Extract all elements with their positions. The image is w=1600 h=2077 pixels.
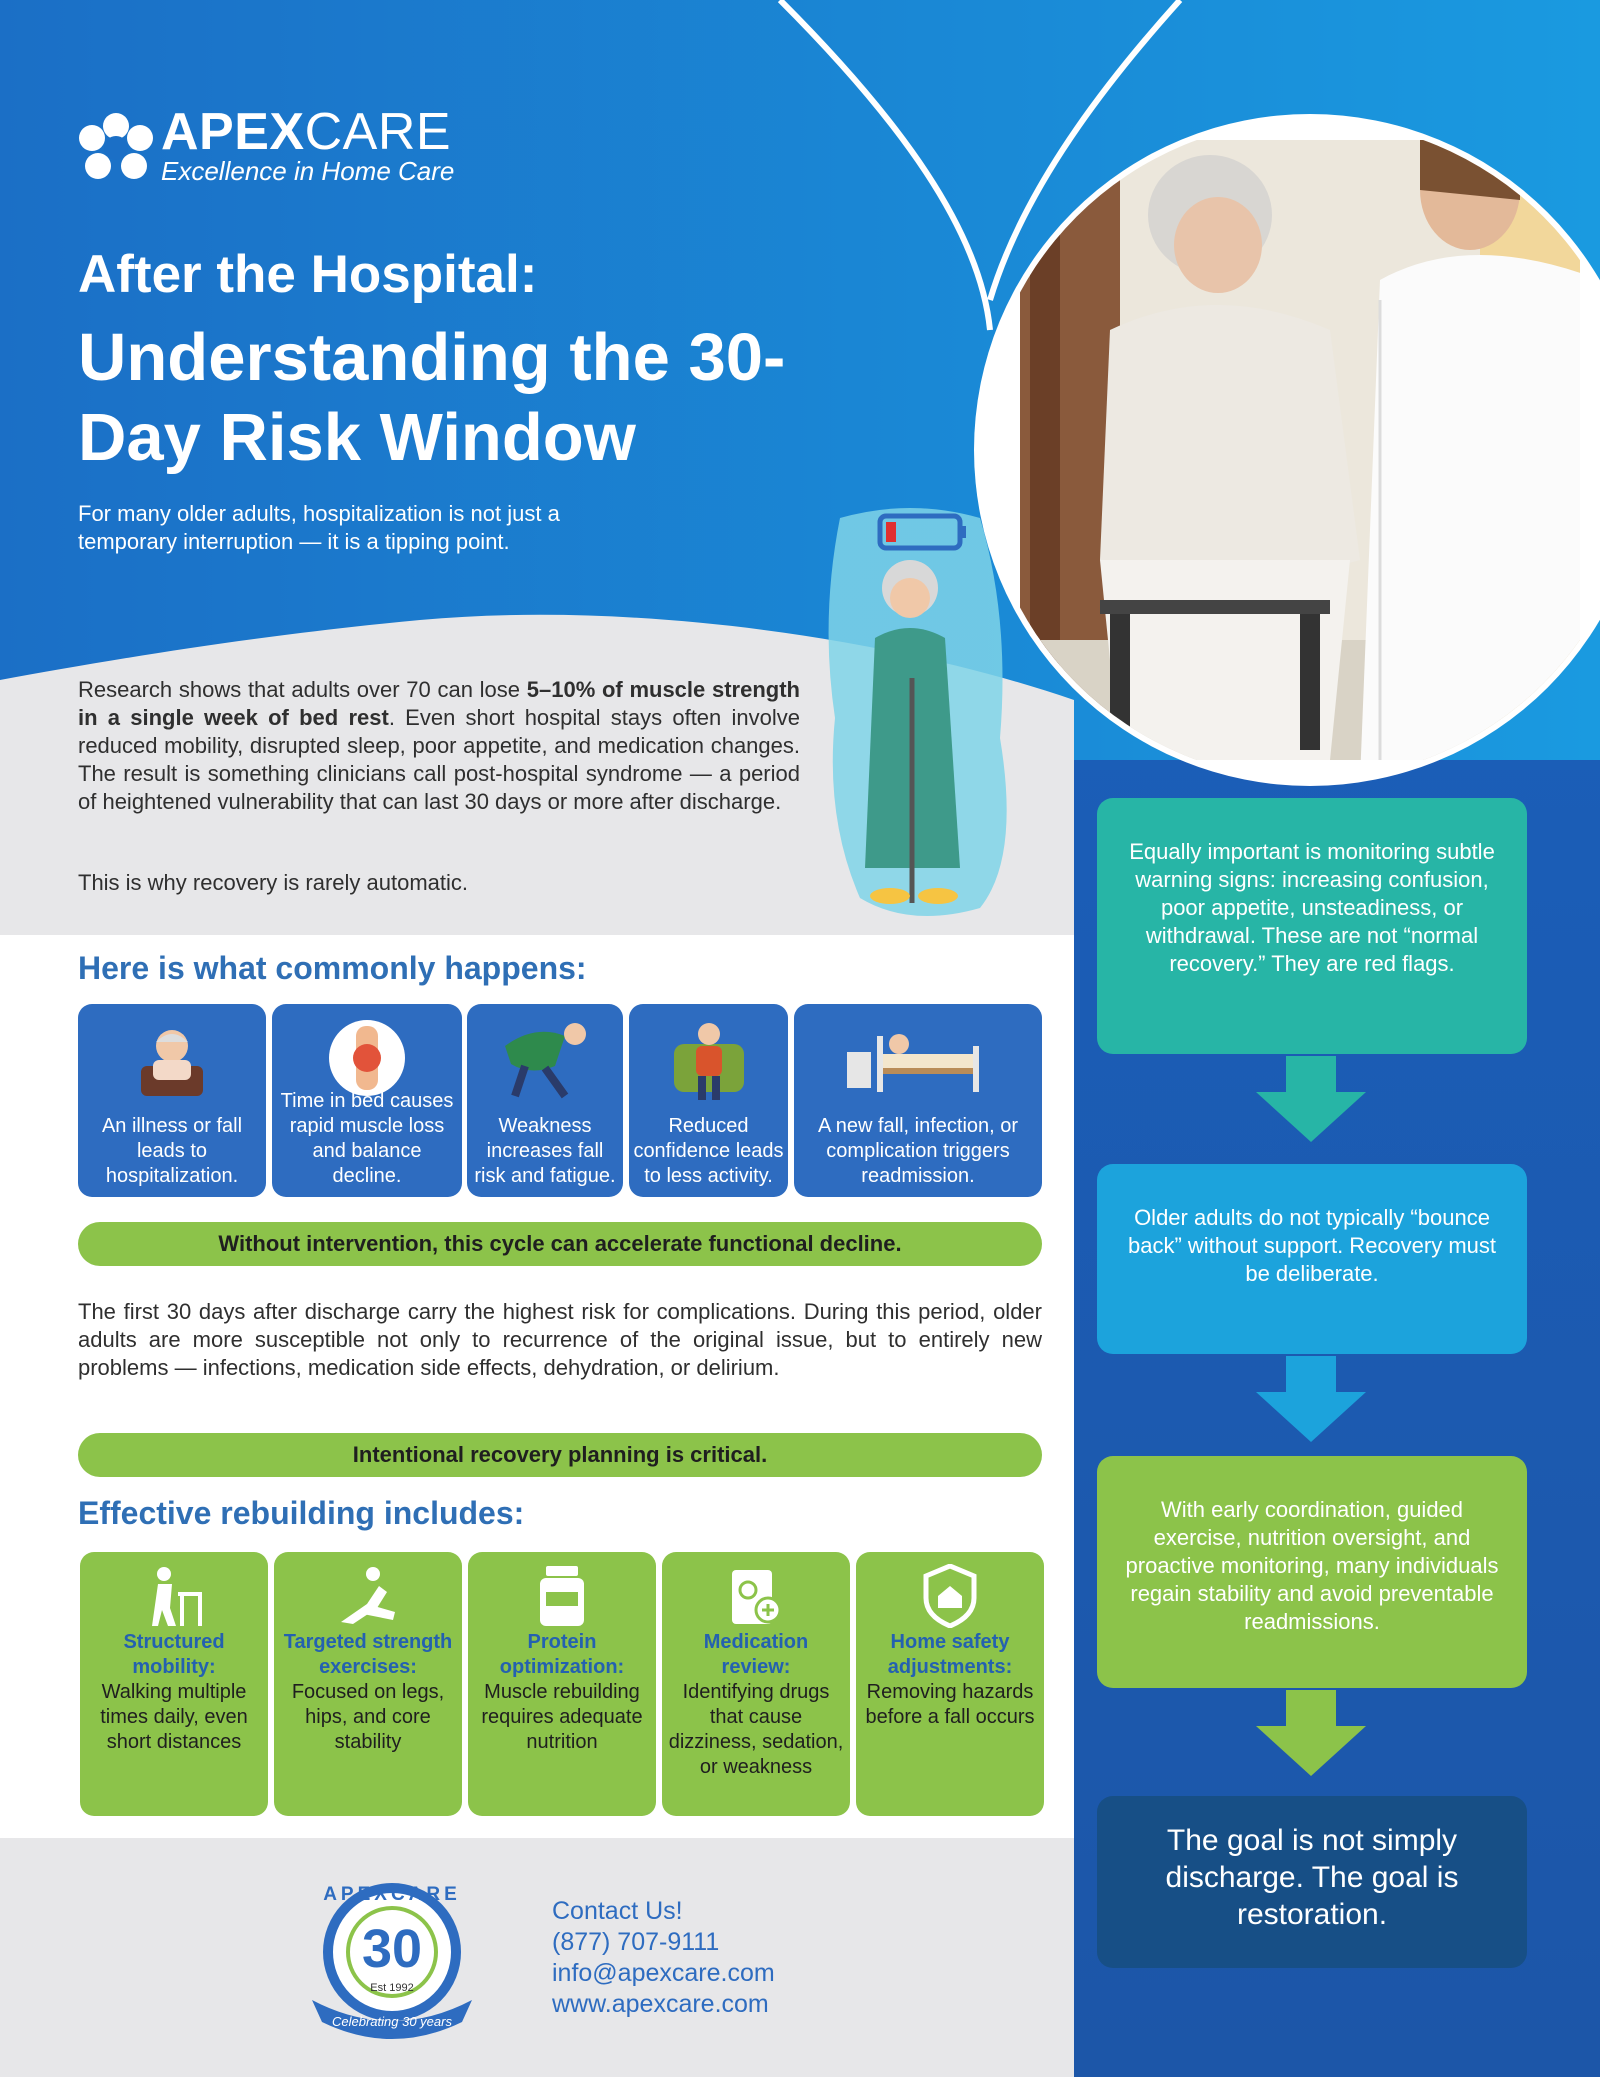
rebuild-card-5 [856, 1552, 1044, 1816]
sick-person-icon [127, 1016, 217, 1106]
brand-logo [76, 103, 476, 186]
arrow-down-icon [1256, 1056, 1366, 1142]
falling-person-icon [495, 1016, 595, 1106]
exercise-icon [333, 1564, 403, 1628]
rebuild-card-title: Structured mobility: [123, 1631, 225, 1678]
rebuild-card-4 [662, 1552, 850, 1816]
happens-card-3: Weakness increases fall risk and fatigue. [467, 1004, 623, 1197]
sidebar-box-warning-signs: Equally important is monitoring subtle warning signs: increasing confusion, poor appetite, unsteadiness, or withdrawal. These are not “normal recovery.” They are red flags. [1097, 798, 1527, 1054]
rebuild-card-text: Identifying drugs that cause dizziness, sedation, or weakness [668, 1681, 844, 1778]
sidebar-box-goal: The goal is not simply discharge. The goal is restoration. [1097, 1796, 1527, 1968]
page-subtitle: For many older adults, hospitalization is not just a temporary interruption — it is a tipping point. [78, 501, 560, 554]
contact-block [552, 1896, 775, 2020]
badge-ribbon: Celebrating 30 years [332, 2014, 452, 2029]
elderly-woman-illustration [820, 498, 1020, 918]
intro-closing: This is why recovery is rarely automatic. [78, 870, 468, 895]
rebuild-card-3 [468, 1552, 656, 1816]
happens-heading: Here is what commonly happens: [78, 950, 587, 986]
hospital-bed-icon [843, 1016, 993, 1096]
walker-icon [142, 1564, 206, 1628]
badge-est: Est 1992 [370, 1982, 414, 1994]
rebuild-card-title: Home safety adjustments: [887, 1631, 1013, 1678]
happens-card-5: A new fall, infection, or complication triggers readmission. [794, 1004, 1042, 1197]
happens-card-1: An illness or fall leads to hospitalization. [78, 1004, 266, 1197]
brand-tagline: Excellence in Home Care [161, 156, 455, 186]
risk-paragraph: The first 30 days after discharge carry the highest risk for complications. During this period, older adults are more susceptible not only to recurrence of the original issue, but to entirely new problems — infections, medication side effects, dehydration, or delirium. [78, 1299, 1042, 1380]
rebuild-card-title: Targeted strength exercises: [283, 1631, 453, 1678]
intro-paragraph: Research shows that adults over 70 can lose 5–10% of muscle strength in a single week of bed rest. Even short hospital stays often involve reduced mobility, disrupted sleep, poor appetite, and medication changes. The result is something clinicians call post-hospital syndrome — a period of heightened vulnerability that can last 30 days or more after discharge. [78, 677, 800, 814]
badge-number: 30 [361, 1919, 423, 1979]
rebuild-card-text: Muscle rebuilding requires adequate nutrition [481, 1681, 643, 1753]
contact-phone[interactable]: (877) 707-9111 [552, 1928, 720, 1956]
page-title-line1: After the Hospital: [78, 245, 538, 304]
flower-logo-icon [76, 112, 156, 184]
rebuild-card-text: Walking multiple times daily, even short distances [100, 1681, 248, 1753]
rebuild-card-text: Focused on legs, hips, and core stability [291, 1681, 445, 1753]
home-shield-icon [922, 1564, 978, 1628]
rebuild-card-text: Removing hazards before a fall occurs [865, 1681, 1035, 1728]
sidebar-box-bounce-back: Older adults do not typically “bounce back” without support. Recovery must be deliberate. [1097, 1164, 1527, 1354]
supplement-jar-icon [534, 1564, 590, 1628]
happens-card-4: Reduced confidence leads to less activity. [629, 1004, 788, 1197]
brand-name: APEXCARE [161, 103, 452, 161]
contact-website[interactable]: www.apexcare.com [552, 1990, 769, 2018]
rebuild-card-1 [80, 1552, 268, 1816]
rebuilding-heading: Effective rebuilding includes: [78, 1495, 525, 1531]
rebuild-card-title: Protein optimization: [499, 1631, 625, 1678]
rebuild-card-2 [274, 1552, 462, 1816]
contact-email[interactable]: info@apexcare.com [552, 1959, 775, 1987]
arrow-down-icon [1256, 1356, 1366, 1442]
caregiver-photo [1020, 140, 1580, 760]
sidebar-box-coordination: With early coordination, guided exercise, nutrition oversight, and proactive monitoring, many individuals regain stability and avoid preventable readmissions. [1097, 1456, 1527, 1688]
cycle-callout: Without intervention, this cycle can accelerate functional decline. [78, 1222, 1042, 1266]
badge-arc-text: APEXCARE [323, 1884, 461, 1905]
page-title-line2: Understanding the 30-Day Risk Window [78, 320, 786, 475]
arrow-down-icon [1256, 1690, 1366, 1776]
prescription-icon [726, 1564, 786, 1628]
contact-heading: Contact Us! [552, 1897, 683, 1925]
person-in-chair-icon [664, 1016, 754, 1106]
anniversary-badge [302, 1882, 482, 2042]
planning-callout: Intentional recovery planning is critical. [78, 1433, 1042, 1477]
happens-card-2: Time in bed causes rapid muscle loss and balance decline. [272, 1004, 462, 1197]
rebuild-card-title: Medication review: [703, 1631, 809, 1678]
